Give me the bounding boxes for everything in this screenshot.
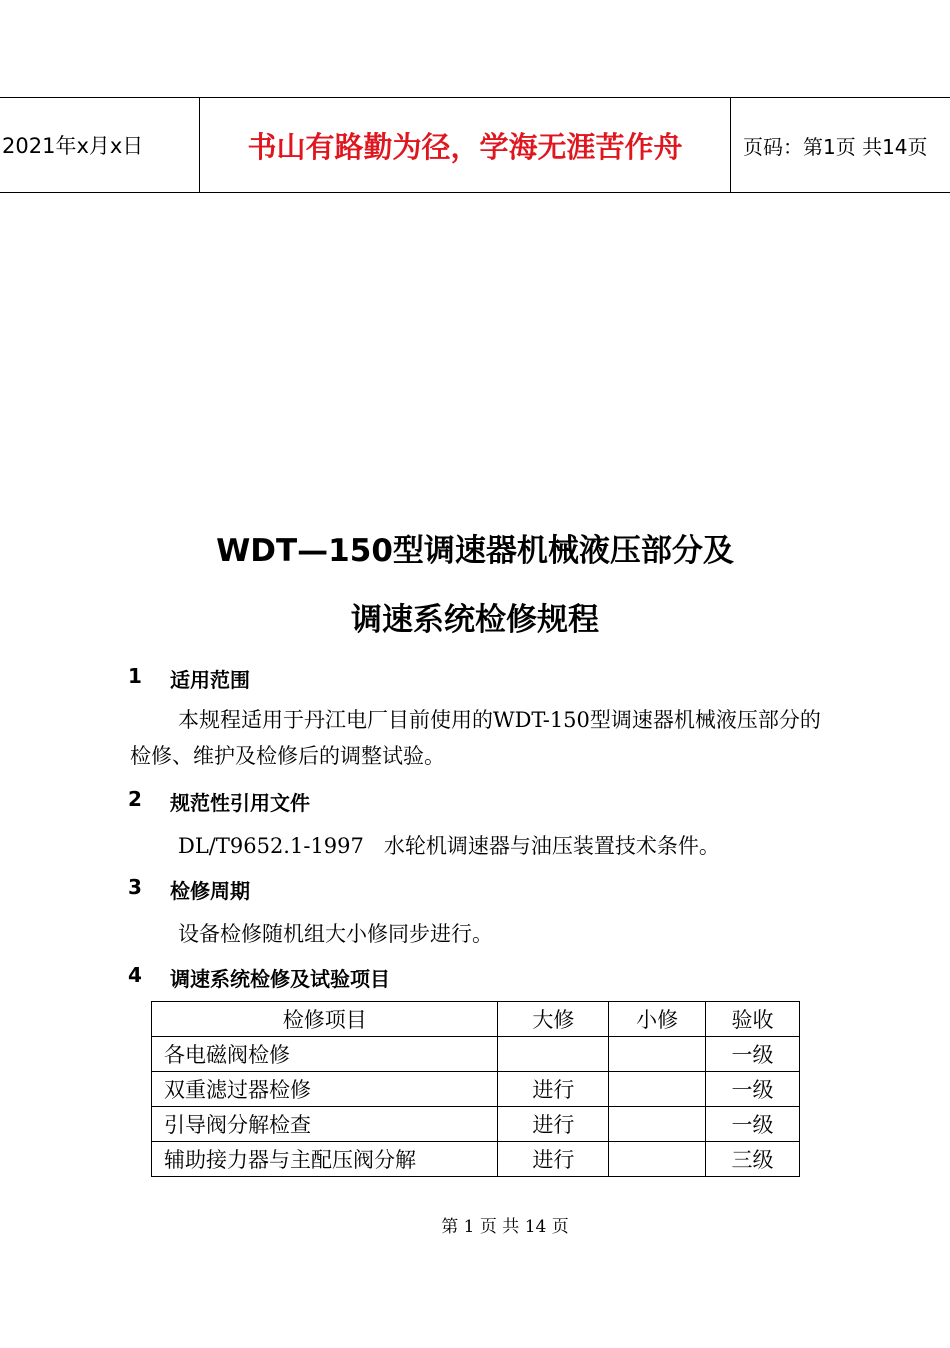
page-header (0, 97, 950, 193)
header-date: 2021年x月x日 (0, 98, 200, 192)
table-cell (609, 1037, 706, 1072)
table-cell: 三级 (706, 1142, 800, 1177)
section-title: 检修周期 (170, 879, 250, 903)
page-footer: 第 1 页 共 14 页 (441, 1217, 569, 1237)
table-row (152, 1142, 800, 1177)
document-title-line1: WDT—150型调速器机械液压部分及 (216, 533, 734, 569)
section-title: 调速系统检修及试验项目 (170, 967, 390, 991)
table-cell (609, 1107, 706, 1142)
header-cell-item: 检修项目 (152, 1002, 498, 1037)
section-heading-2 (128, 787, 310, 816)
table-cell: 进行 (498, 1072, 609, 1107)
reference-paragraph: DL/T9652.1-1997 水轮机调速器与油压装置技术条件。 (178, 834, 720, 858)
table-cell: 进行 (498, 1142, 609, 1177)
section-heading-1 (128, 664, 250, 693)
table-cell: 进行 (498, 1107, 609, 1142)
header-cell-major: 大修 (498, 1002, 609, 1037)
table-cell: 一级 (706, 1107, 800, 1142)
header-cell-minor: 小修 (609, 1002, 706, 1037)
table-cell: 双重滤过器检修 (152, 1072, 498, 1107)
document-title-line2: 调速系统检修规程 (351, 602, 599, 638)
header-motto: 书山有路勤为径，学海无涯苦作舟 (200, 98, 731, 192)
section-heading-4 (128, 963, 390, 992)
table-cell: 辅助接力器与主配压阀分解 (152, 1142, 498, 1177)
table-cell: 一级 (706, 1037, 800, 1072)
table-row (152, 1107, 800, 1142)
section-title: 适用范围 (170, 668, 250, 692)
section-number: 3 (128, 875, 142, 899)
table-cell: 各电磁阀检修 (152, 1037, 498, 1072)
table-cell (609, 1142, 706, 1177)
table-cell: 一级 (706, 1072, 800, 1107)
section-number: 4 (128, 963, 142, 987)
cycle-paragraph: 设备检修随机组大小修同步进行。 (178, 922, 493, 946)
table-cell (609, 1072, 706, 1107)
table-row (152, 1072, 800, 1107)
scope-paragraph: 本规程适用于丹江电厂目前使用的WDT-150型调速器机械液压部分的检修、维护及检修后的调整试验。 (130, 708, 821, 768)
section-title: 规范性引用文件 (170, 791, 310, 815)
table-header-row (152, 1002, 800, 1037)
section-number: 1 (128, 664, 142, 688)
header-page-info: 页码：第1页 共14页 (743, 134, 928, 159)
section-heading-3 (128, 875, 250, 904)
table-row (152, 1037, 800, 1072)
maintenance-items-table (151, 1001, 800, 1177)
table-cell (498, 1037, 609, 1072)
header-cell-acceptance: 验收 (706, 1002, 800, 1037)
section-number: 2 (128, 787, 142, 811)
table-cell: 引导阀分解检查 (152, 1107, 498, 1142)
